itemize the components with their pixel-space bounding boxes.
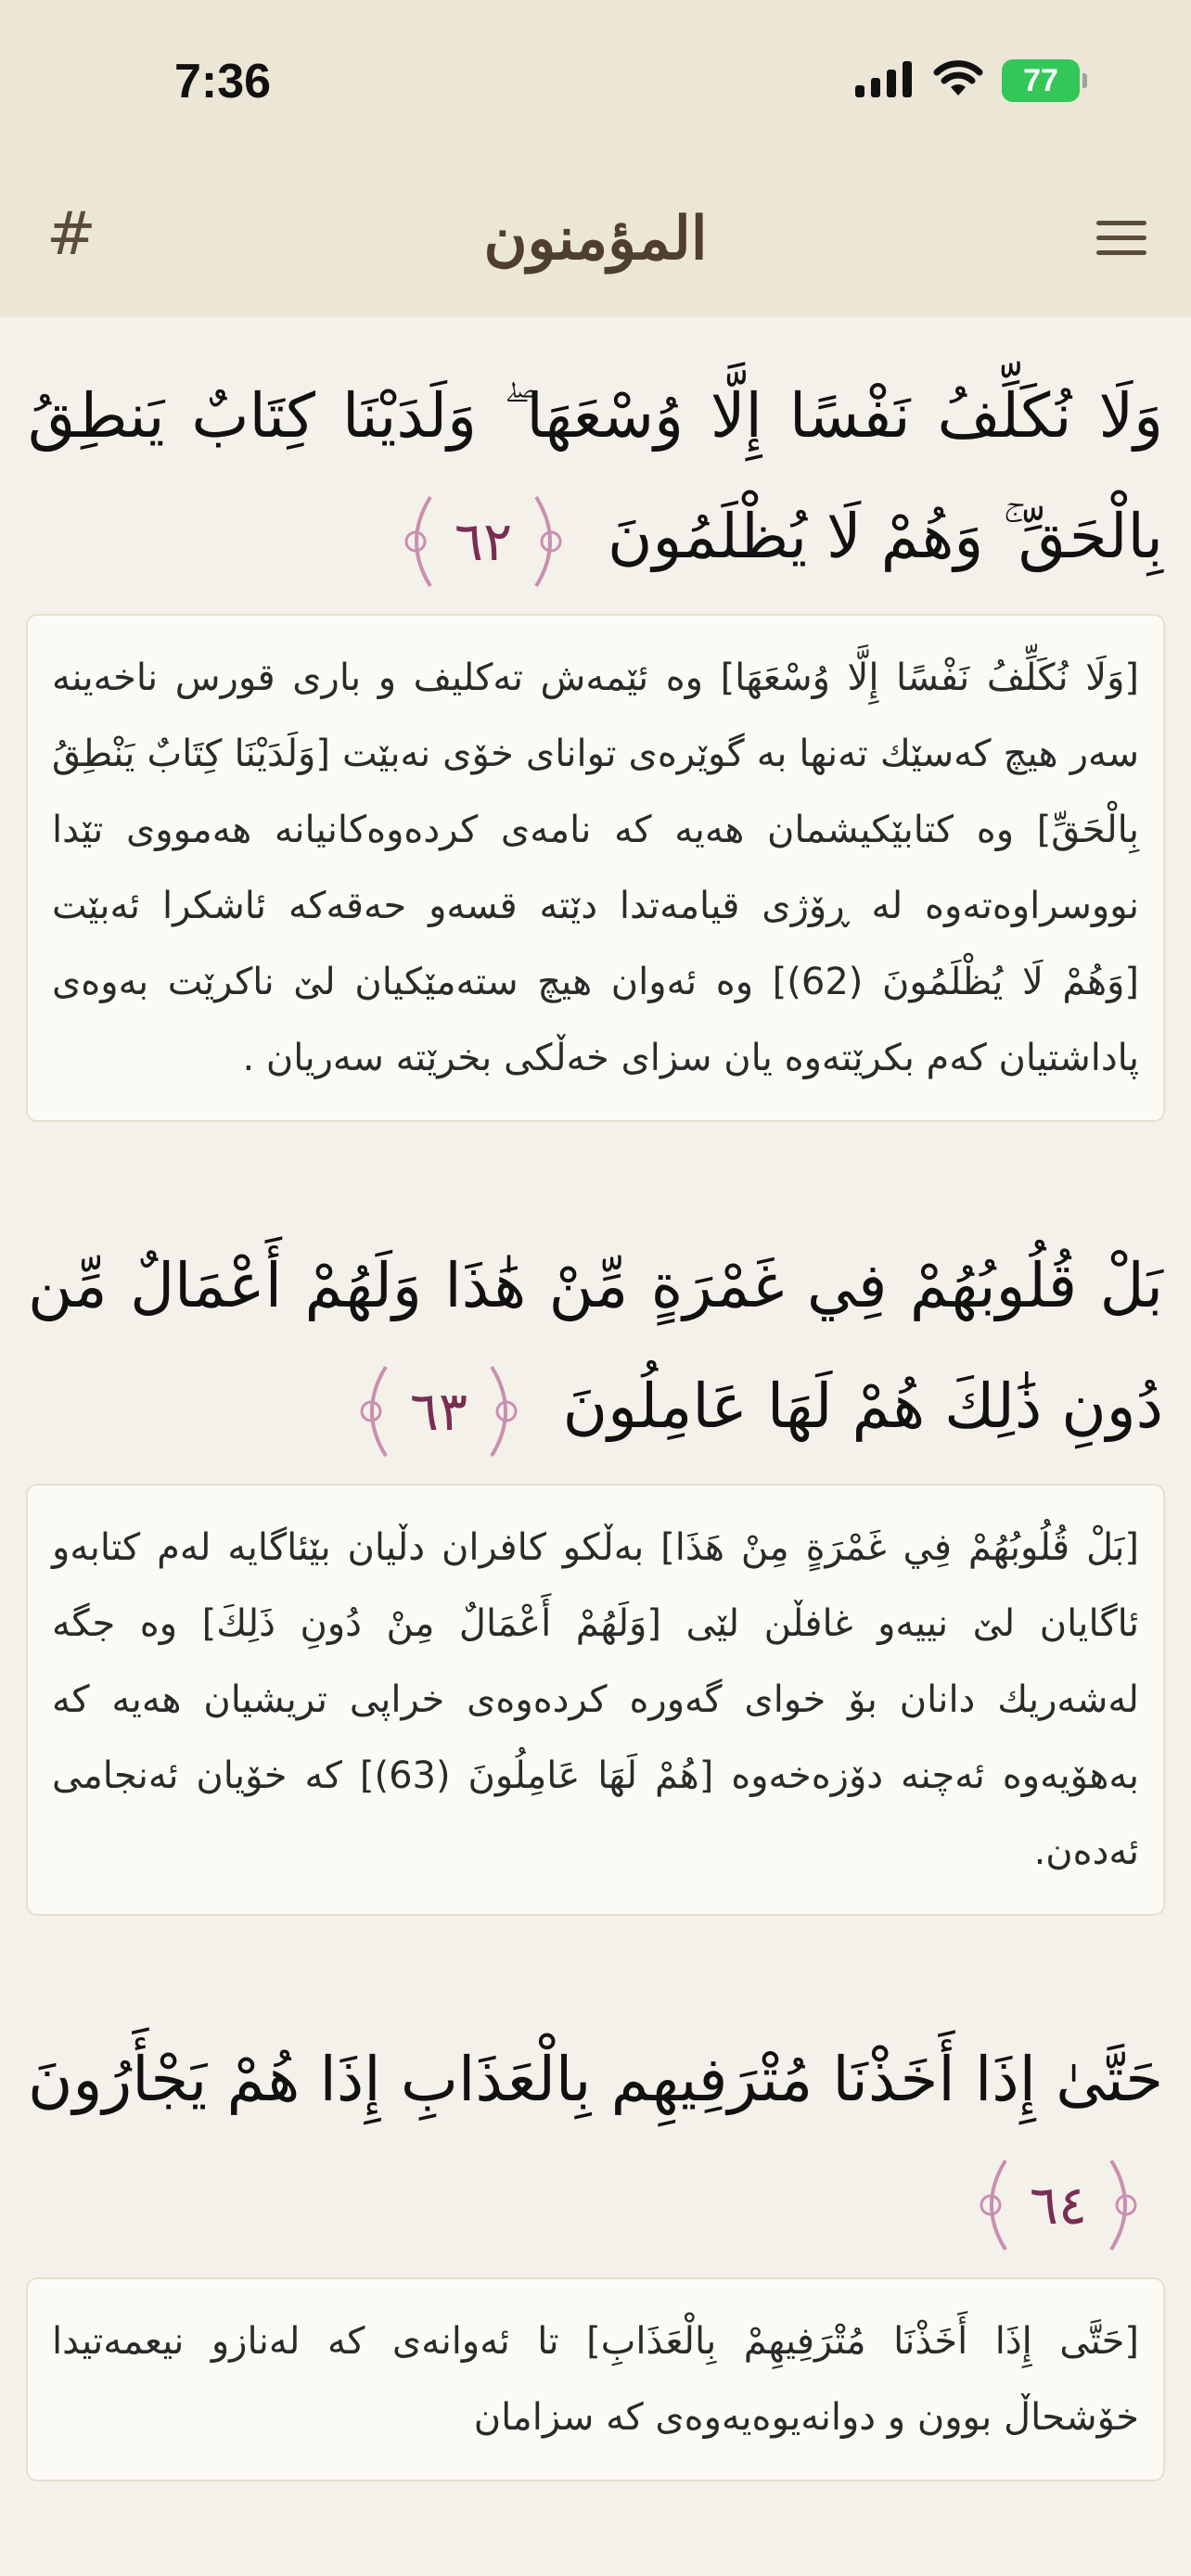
verse-arabic: حَتَّىٰ إِذَا أَخَذْنَا مُتْرَفِيهِم بِالْعَذَابِ إِذَا هُمْ يَجْأَرُونَ xyxy=(28,2044,1163,2115)
ayah-number-ornament xyxy=(351,1356,527,1467)
tafsir-box xyxy=(26,2277,1165,2481)
verse-arabic: بَلْ قُلُوبُهُمْ فِي غَمْرَةٍ مِّنْ هَٰذَا وَلَهُمْ أَعْمَالٌ مِّن دُونِ ذَٰلِكَ هُمْ لَهَا عَامِلُونَ xyxy=(28,1250,1163,1442)
verse-arabic: وَلَا نُكَلِّفُ نَفْسًا إِلَّا وُسْعَهَا ۖ وَلَدَيْنَا كِتَابٌ يَنطِقُ بِالْحَقِّ ۚ وَهُمْ لَا يُظْلَمُونَ xyxy=(28,380,1163,572)
verse-text xyxy=(0,317,1191,614)
ayah-number-ornament xyxy=(970,2149,1146,2261)
battery-level: 77 xyxy=(1023,62,1058,98)
verse-text xyxy=(0,1187,1191,1484)
status-time: 7:36 xyxy=(174,55,272,108)
cellular-signal-icon xyxy=(855,60,915,101)
ayah-number-ornament xyxy=(395,486,571,597)
hamburger-menu-icon[interactable] xyxy=(1096,221,1146,265)
page-title: المؤمنون xyxy=(483,204,708,274)
hash-icon[interactable]: # xyxy=(46,200,96,269)
verse-text xyxy=(0,1981,1191,2277)
tafsir-text: [وَلَا نُكَلِّفُ نَفْسًا إِلَّا وُسْعَهَا] وه‌ ئێمه‌ش ته‌كلیف و باری قورس ناخه‌ینه‌ سه‌ر هیچ كه‌سێك ته‌نها به‌ گوێره‌ی توانای خۆی نه‌بێت [وَلَدَيْنَا كِتَابٌ يَنْطِقُ بِالْحَقِّ] وه‌ كتابێكیشمان هه‌یه‌ كه‌ نامه‌ی كرده‌وه‌كانیانه‌ هه‌مووی تێدا نووسراوه‌ته‌وه‌ له‌ ڕۆژی قیامه‌تدا دێته‌ قسه‌و حه‌قه‌كه‌ ئاشكرا ئه‌بێت [وَهُمْ لَا يُظْلَمُونَ (62)] وه‌ ئه‌وان هیچ سته‌مێكیان لێ ناكرێت به‌وه‌ی پاداشتیان كه‌م بكرێته‌وه‌ یان سزای خه‌ڵكی بخرێته‌ سه‌ریان . xyxy=(52,657,1139,1079)
tafsir-box xyxy=(26,1484,1165,1916)
tafsir-box xyxy=(26,614,1165,1122)
top-bar xyxy=(0,0,1191,317)
status-icons xyxy=(855,59,1080,102)
verses-list[interactable] xyxy=(0,317,1191,2481)
tafsir-text: [حَتَّى إِذَا أَخَذْنَا مُتْرَفِيهِمْ بِالْعَذَابِ] تا ئه‌وانه‌ی كه‌ له‌نازو نیعمه‌تیدا خۆشحاڵ بوون و دوانه‌یوه‌یه‌وه‌ی كه‌ سزامان xyxy=(52,2320,1139,2439)
tafsir-text: [بَلْ قُلُوبُهُمْ فِي غَمْرَةٍ مِنْ هَذَا] به‌ڵكو كافران دڵیان بێئاگایه‌ له‌م كتابه‌و ئاگایان لێ نییه‌و غافڵن لێی [وَلَهُمْ أَعْمَالٌ مِنْ دُونِ ذَلِكَ] وه‌ جگه‌ له‌شه‌ریك دانان بۆ خوای گه‌وره‌ كرده‌وه‌ی خراپی تریشیان هه‌یه‌ كه‌ به‌هۆیه‌وه‌ ئه‌چنه‌ دۆزه‌خه‌وه‌ [هُمْ لَهَا عَامِلُونَ (63)] كه‌ خۆیان ئه‌نجامی ئه‌ده‌ن. xyxy=(52,1526,1139,1873)
ayah-number: ٦٤ xyxy=(1029,2174,1088,2237)
ayah-number: ٦٢ xyxy=(454,510,513,573)
ayah-number: ٦٣ xyxy=(409,1380,467,1443)
battery-indicator xyxy=(1002,59,1080,102)
wifi-icon xyxy=(933,60,983,101)
